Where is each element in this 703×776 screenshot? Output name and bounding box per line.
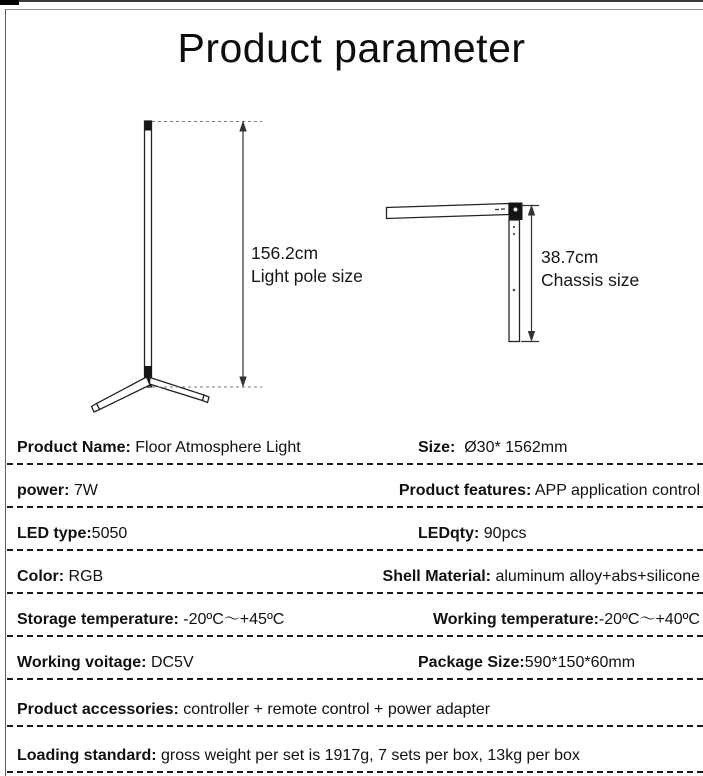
product-diagram bbox=[0, 95, 703, 425]
spec-label: Product accessories: bbox=[17, 701, 179, 718]
spec-label: power: bbox=[17, 482, 70, 499]
rivet-dot bbox=[513, 289, 516, 292]
chassis-dimension-caption: Chassis size bbox=[541, 270, 640, 290]
spec-row-led-type bbox=[7, 508, 703, 551]
spec-value: 5050 bbox=[91, 525, 128, 542]
pole-dim-arrow-down bbox=[239, 377, 246, 388]
pole-dimension bbox=[152, 121, 363, 388]
spec-cell-size bbox=[418, 439, 567, 457]
spec-row-loading-standard bbox=[7, 727, 703, 773]
spec-cell-shell-material bbox=[383, 568, 700, 586]
spec-label: LEDqty: bbox=[418, 525, 480, 542]
pole-dimension-value: 156.2cm bbox=[251, 243, 319, 263]
spec-row-power bbox=[7, 465, 703, 508]
spec-value: RGB bbox=[64, 568, 104, 585]
pole-dim-arrow-up bbox=[239, 121, 246, 132]
spec-table bbox=[7, 422, 703, 773]
spec-label: Storage temperature: bbox=[17, 611, 179, 628]
spec-value: -20ºC～+40ºC bbox=[598, 611, 700, 628]
spec-label: Size: bbox=[418, 439, 456, 456]
lamp-foot-right bbox=[203, 395, 210, 403]
spec-value: Ø30* 1562mm bbox=[455, 439, 568, 456]
rivet-dot bbox=[513, 226, 515, 228]
floor-lamp-illustration bbox=[92, 121, 210, 412]
spec-value: controller + remote control + power adapter bbox=[178, 701, 491, 718]
spec-label: Product Name: bbox=[17, 439, 131, 456]
chassis-illustration bbox=[387, 203, 523, 342]
spec-value: gross weight per set is 1917g, 7 sets per box, 13kg per box bbox=[156, 747, 580, 764]
spec-value: APP application control bbox=[531, 482, 700, 499]
spec-value: 90pcs bbox=[479, 525, 527, 542]
spec-cell-product-name bbox=[17, 439, 301, 457]
spec-cell-led-type bbox=[17, 525, 127, 543]
spec-row-storage-temp bbox=[7, 594, 703, 637]
spec-label: Product features: bbox=[398, 482, 532, 499]
spec-label: LED type: bbox=[17, 525, 92, 542]
spec-value: 7W bbox=[69, 482, 98, 499]
spec-row-voltage bbox=[7, 637, 703, 680]
page-title: Product parameter bbox=[177, 25, 526, 71]
lamp-leg-right bbox=[150, 378, 205, 401]
spec-value: aluminum alloy+abs+silicone bbox=[491, 568, 700, 585]
spec-value: Floor Atmosphere Light bbox=[130, 439, 301, 456]
spec-value: DC5V bbox=[146, 654, 194, 671]
lamp-leg-left bbox=[97, 377, 151, 410]
spec-cell-storage-temp bbox=[17, 606, 284, 629]
pole-dimension-caption: Light pole size bbox=[251, 266, 363, 286]
spec-cell-features bbox=[399, 482, 700, 500]
spec-cell-loading-standard bbox=[17, 747, 580, 765]
spec-cell-working-temp bbox=[433, 606, 700, 629]
chassis-horizontal-bar bbox=[387, 204, 510, 219]
spec-value: 590*150*60mm bbox=[524, 654, 636, 671]
spec-cell-color bbox=[17, 568, 103, 586]
spec-label: Shell Material: bbox=[382, 568, 491, 585]
spec-label: Package Size: bbox=[418, 654, 525, 671]
spec-label: Working temperature: bbox=[432, 611, 599, 628]
spec-cell-voltage bbox=[17, 654, 194, 672]
spec-value: -20ºC～+45ºC bbox=[178, 611, 285, 628]
frame-inner-top-line bbox=[5, 9, 703, 10]
spec-row-accessories bbox=[7, 680, 703, 727]
chassis-dim-arrow-down bbox=[528, 331, 535, 342]
chassis-dim-arrow-up bbox=[528, 205, 535, 216]
chassis-joint-hole bbox=[514, 208, 518, 212]
spec-label: Loading standard: bbox=[17, 747, 157, 764]
spec-cell-package-size bbox=[418, 654, 635, 672]
chassis-dimension-value: 38.7cm bbox=[541, 247, 599, 267]
spec-row-product-name bbox=[7, 422, 703, 465]
frame-top-edge bbox=[0, 0, 703, 2]
spec-cell-led-qty bbox=[418, 525, 526, 543]
frame-corner-mark bbox=[0, 0, 19, 5]
chassis-dimension bbox=[521, 205, 639, 343]
spec-cell-accessories bbox=[17, 701, 490, 719]
spec-label: Working voitage: bbox=[17, 654, 147, 671]
chassis-vertical-bar bbox=[509, 220, 520, 342]
spec-cell-power bbox=[17, 482, 98, 500]
rivet-dot bbox=[513, 233, 515, 235]
spec-row-color bbox=[7, 551, 703, 594]
lamp-pole bbox=[145, 121, 152, 387]
spec-label: Color: bbox=[17, 568, 65, 585]
lamp-top-cap bbox=[145, 121, 152, 131]
